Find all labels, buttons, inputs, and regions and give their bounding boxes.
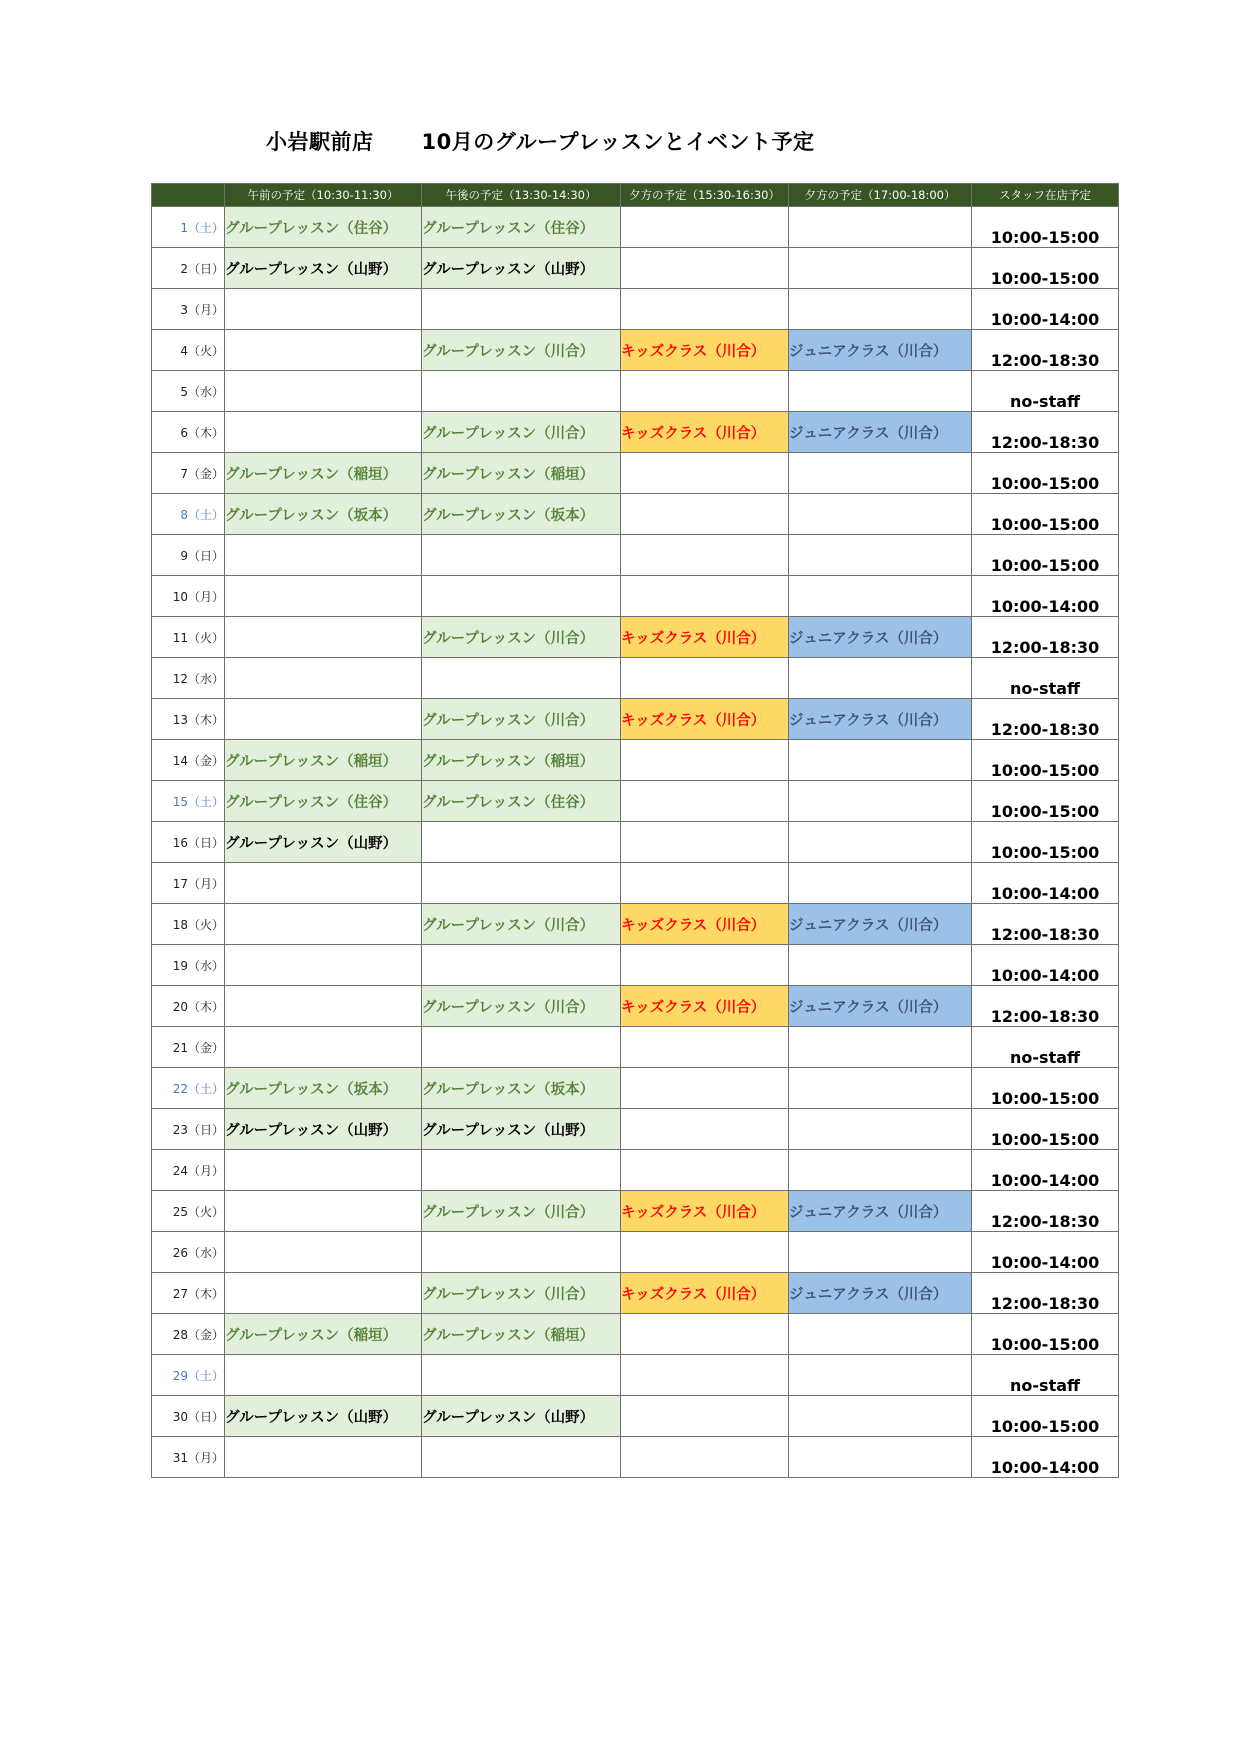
schedule-table <box>151 183 1119 1478</box>
date-cell: 30（日） <box>152 1396 225 1437</box>
table-row <box>152 740 1119 781</box>
date-cell: 5（水） <box>152 371 225 412</box>
morning-cell <box>225 904 422 945</box>
evening-2-cell: ジュニアクラス（川合） <box>789 904 972 945</box>
date-cell: 17（月） <box>152 863 225 904</box>
morning-cell <box>225 1191 422 1232</box>
evening-2-cell <box>789 945 972 986</box>
morning-cell: グループレッスン（稲垣） <box>225 740 422 781</box>
morning-cell <box>225 289 422 330</box>
staff-hours-cell: 10:00-14:00 <box>972 289 1119 330</box>
date-cell: 12（水） <box>152 658 225 699</box>
evening-1-cell: キッズクラス（川合） <box>621 986 789 1027</box>
evening-1-cell <box>621 453 789 494</box>
table-row <box>152 1109 1119 1150</box>
evening-2-cell <box>789 1232 972 1273</box>
evening-2-cell <box>789 863 972 904</box>
staff-hours-cell: 12:00-18:30 <box>972 1273 1119 1314</box>
afternoon-cell <box>422 1027 621 1068</box>
evening-1-cell <box>621 1109 789 1150</box>
date-cell: 16（日） <box>152 822 225 863</box>
table-row <box>152 1273 1119 1314</box>
staff-hours-cell: 12:00-18:30 <box>972 986 1119 1027</box>
morning-cell <box>225 576 422 617</box>
afternoon-cell <box>422 1437 621 1478</box>
evening-2-cell: ジュニアクラス（川合） <box>789 1273 972 1314</box>
evening-1-cell: キッズクラス（川合） <box>621 617 789 658</box>
date-cell: 13（木） <box>152 699 225 740</box>
evening-2-cell: ジュニアクラス（川合） <box>789 699 972 740</box>
morning-cell <box>225 1232 422 1273</box>
evening-2-cell <box>789 740 972 781</box>
evening-1-cell <box>621 945 789 986</box>
afternoon-cell: グループレッスン（川合） <box>422 699 621 740</box>
table-row <box>152 207 1119 248</box>
table-row <box>152 1191 1119 1232</box>
staff-hours-cell: 12:00-18:30 <box>972 617 1119 658</box>
morning-cell: グループレッスン（坂本） <box>225 494 422 535</box>
morning-cell: グループレッスン（山野） <box>225 822 422 863</box>
morning-cell: グループレッスン（住谷） <box>225 207 422 248</box>
evening-2-cell <box>789 1150 972 1191</box>
afternoon-cell: グループレッスン（住谷） <box>422 207 621 248</box>
morning-cell <box>225 699 422 740</box>
date-cell: 20（木） <box>152 986 225 1027</box>
evening-1-cell <box>621 1396 789 1437</box>
staff-hours-cell: 12:00-18:30 <box>972 412 1119 453</box>
date-cell: 26（水） <box>152 1232 225 1273</box>
date-cell: 4（火） <box>152 330 225 371</box>
morning-cell: グループレッスン（山野） <box>225 1109 422 1150</box>
evening-1-cell <box>621 1355 789 1396</box>
table-row <box>152 289 1119 330</box>
date-cell: 25（火） <box>152 1191 225 1232</box>
afternoon-cell <box>422 1232 621 1273</box>
date-cell: 2（日） <box>152 248 225 289</box>
staff-hours-cell: 10:00-15:00 <box>972 1109 1119 1150</box>
table-row <box>152 1314 1119 1355</box>
staff-hours-cell: 10:00-15:00 <box>972 494 1119 535</box>
staff-hours-cell: 10:00-15:00 <box>972 1396 1119 1437</box>
staff-hours-cell: 10:00-15:00 <box>972 248 1119 289</box>
evening-1-cell <box>621 535 789 576</box>
date-cell: 6（木） <box>152 412 225 453</box>
afternoon-cell <box>422 863 621 904</box>
staff-hours-cell: 10:00-15:00 <box>972 535 1119 576</box>
evening-2-cell <box>789 453 972 494</box>
morning-cell: グループレッスン（稲垣） <box>225 453 422 494</box>
afternoon-cell: グループレッスン（坂本） <box>422 494 621 535</box>
morning-cell: グループレッスン（山野） <box>225 248 422 289</box>
evening-2-cell <box>789 658 972 699</box>
evening-2-cell <box>789 1355 972 1396</box>
schedule-title: 10月のグループレッスンとイベント予定 <box>421 130 815 154</box>
evening-2-cell <box>789 1437 972 1478</box>
morning-cell: グループレッスン（坂本） <box>225 1068 422 1109</box>
morning-cell <box>225 617 422 658</box>
afternoon-cell: グループレッスン（川合） <box>422 1273 621 1314</box>
afternoon-cell <box>422 371 621 412</box>
table-row <box>152 330 1119 371</box>
table-row <box>152 494 1119 535</box>
morning-cell <box>225 1150 422 1191</box>
header-row <box>152 184 1119 207</box>
evening-1-cell <box>621 371 789 412</box>
header-evening-1: 夕方の予定（15:30-16:30） <box>621 184 789 207</box>
afternoon-cell: グループレッスン（川合） <box>422 617 621 658</box>
afternoon-cell <box>422 945 621 986</box>
date-cell: 18（火） <box>152 904 225 945</box>
evening-1-cell: キッズクラス（川合） <box>621 699 789 740</box>
evening-1-cell <box>621 863 789 904</box>
date-cell: 28（金） <box>152 1314 225 1355</box>
morning-cell <box>225 371 422 412</box>
staff-hours-cell: 10:00-14:00 <box>972 576 1119 617</box>
staff-hours-cell: 10:00-14:00 <box>972 1150 1119 1191</box>
table-row <box>152 699 1119 740</box>
afternoon-cell: グループレッスン（稲垣） <box>422 1314 621 1355</box>
evening-1-cell <box>621 1232 789 1273</box>
evening-2-cell <box>789 822 972 863</box>
evening-1-cell: キッズクラス（川合） <box>621 330 789 371</box>
morning-cell <box>225 1355 422 1396</box>
evening-2-cell <box>789 1027 972 1068</box>
date-cell: 9（日） <box>152 535 225 576</box>
evening-2-cell: ジュニアクラス（川合） <box>789 412 972 453</box>
staff-hours-cell: 10:00-15:00 <box>972 207 1119 248</box>
morning-cell <box>225 1437 422 1478</box>
date-cell: 11（火） <box>152 617 225 658</box>
table-row <box>152 1437 1119 1478</box>
morning-cell <box>225 986 422 1027</box>
staff-hours-cell: 12:00-18:30 <box>972 699 1119 740</box>
evening-2-cell: ジュニアクラス（川合） <box>789 330 972 371</box>
header-staff: スタッフ在店予定 <box>972 184 1119 207</box>
evening-1-cell: キッズクラス（川合） <box>621 412 789 453</box>
table-row <box>152 822 1119 863</box>
staff-hours-cell: no-staff <box>972 1355 1119 1396</box>
morning-cell <box>225 535 422 576</box>
evening-1-cell <box>621 494 789 535</box>
afternoon-cell: グループレッスン（山野） <box>422 1396 621 1437</box>
afternoon-cell: グループレッスン（川合） <box>422 986 621 1027</box>
afternoon-cell <box>422 576 621 617</box>
table-row <box>152 945 1119 986</box>
table-row <box>152 781 1119 822</box>
date-cell: 22（土） <box>152 1068 225 1109</box>
staff-hours-cell: 10:00-14:00 <box>972 1232 1119 1273</box>
evening-2-cell <box>789 781 972 822</box>
morning-cell <box>225 658 422 699</box>
afternoon-cell: グループレッスン（稲垣） <box>422 740 621 781</box>
table-row <box>152 658 1119 699</box>
date-cell: 29（土） <box>152 1355 225 1396</box>
morning-cell <box>225 945 422 986</box>
table-row <box>152 863 1119 904</box>
date-cell: 1（土） <box>152 207 225 248</box>
afternoon-cell <box>422 1150 621 1191</box>
morning-cell: グループレッスン（山野） <box>225 1396 422 1437</box>
date-cell: 7（金） <box>152 453 225 494</box>
staff-hours-cell: 10:00-15:00 <box>972 453 1119 494</box>
evening-1-cell <box>621 740 789 781</box>
evening-2-cell <box>789 1314 972 1355</box>
evening-2-cell: ジュニアクラス（川合） <box>789 617 972 658</box>
date-cell: 19（水） <box>152 945 225 986</box>
evening-2-cell <box>789 576 972 617</box>
morning-cell <box>225 330 422 371</box>
table-row <box>152 1396 1119 1437</box>
evening-1-cell: キッズクラス（川合） <box>621 904 789 945</box>
evening-1-cell <box>621 248 789 289</box>
afternoon-cell: グループレッスン（住谷） <box>422 781 621 822</box>
table-row <box>152 986 1119 1027</box>
date-cell: 24（月） <box>152 1150 225 1191</box>
evening-2-cell <box>789 1109 972 1150</box>
evening-2-cell <box>789 248 972 289</box>
date-cell: 21（金） <box>152 1027 225 1068</box>
morning-cell <box>225 1273 422 1314</box>
evening-1-cell <box>621 576 789 617</box>
evening-2-cell <box>789 494 972 535</box>
staff-hours-cell: 10:00-14:00 <box>972 945 1119 986</box>
evening-1-cell <box>621 207 789 248</box>
table-row <box>152 412 1119 453</box>
afternoon-cell: グループレッスン（山野） <box>422 248 621 289</box>
evening-2-cell <box>789 1396 972 1437</box>
staff-hours-cell: no-staff <box>972 371 1119 412</box>
afternoon-cell: グループレッスン（稲垣） <box>422 453 621 494</box>
afternoon-cell: グループレッスン（川合） <box>422 412 621 453</box>
evening-1-cell <box>621 289 789 330</box>
afternoon-cell <box>422 535 621 576</box>
evening-1-cell: キッズクラス（川合） <box>621 1191 789 1232</box>
evening-2-cell <box>789 289 972 330</box>
afternoon-cell: グループレッスン（坂本） <box>422 1068 621 1109</box>
evening-2-cell <box>789 1068 972 1109</box>
date-cell: 3（月） <box>152 289 225 330</box>
evening-1-cell <box>621 781 789 822</box>
afternoon-cell: グループレッスン（川合） <box>422 904 621 945</box>
staff-hours-cell: 12:00-18:30 <box>972 904 1119 945</box>
staff-hours-cell: 12:00-18:30 <box>972 1191 1119 1232</box>
staff-hours-cell: 10:00-15:00 <box>972 740 1119 781</box>
afternoon-cell <box>422 1355 621 1396</box>
staff-hours-cell: no-staff <box>972 658 1119 699</box>
date-cell: 23（日） <box>152 1109 225 1150</box>
afternoon-cell <box>422 658 621 699</box>
evening-1-cell <box>621 822 789 863</box>
table-row <box>152 248 1119 289</box>
table-row <box>152 371 1119 412</box>
date-cell: 14（金） <box>152 740 225 781</box>
staff-hours-cell: 10:00-14:00 <box>972 863 1119 904</box>
morning-cell: グループレッスン（住谷） <box>225 781 422 822</box>
evening-1-cell <box>621 658 789 699</box>
table-row <box>152 1068 1119 1109</box>
table-row <box>152 535 1119 576</box>
evening-2-cell <box>789 207 972 248</box>
evening-2-cell: ジュニアクラス（川合） <box>789 986 972 1027</box>
morning-cell <box>225 412 422 453</box>
table-row <box>152 1232 1119 1273</box>
date-cell: 8（土） <box>152 494 225 535</box>
staff-hours-cell: 12:00-18:30 <box>972 330 1119 371</box>
table-row <box>152 576 1119 617</box>
evening-1-cell <box>621 1068 789 1109</box>
afternoon-cell: グループレッスン（川合） <box>422 1191 621 1232</box>
date-cell: 15（土） <box>152 781 225 822</box>
table-row <box>152 904 1119 945</box>
evening-1-cell <box>621 1150 789 1191</box>
afternoon-cell: グループレッスン（山野） <box>422 1109 621 1150</box>
date-cell: 27（木） <box>152 1273 225 1314</box>
evening-1-cell <box>621 1027 789 1068</box>
afternoon-cell: グループレッスン（川合） <box>422 330 621 371</box>
morning-cell <box>225 1027 422 1068</box>
header-afternoon: 午後の予定（13:30-14:30） <box>422 184 621 207</box>
staff-hours-cell: 10:00-14:00 <box>972 1437 1119 1478</box>
morning-cell: グループレッスン（稲垣） <box>225 1314 422 1355</box>
evening-1-cell: キッズクラス（川合） <box>621 1273 789 1314</box>
staff-hours-cell: no-staff <box>972 1027 1119 1068</box>
evening-2-cell: ジュニアクラス（川合） <box>789 1191 972 1232</box>
evening-2-cell <box>789 535 972 576</box>
morning-cell <box>225 863 422 904</box>
table-row <box>152 453 1119 494</box>
table-row <box>152 1027 1119 1068</box>
staff-hours-cell: 10:00-15:00 <box>972 822 1119 863</box>
table-row <box>152 1150 1119 1191</box>
afternoon-cell <box>422 822 621 863</box>
staff-hours-cell: 10:00-15:00 <box>972 1068 1119 1109</box>
staff-hours-cell: 10:00-15:00 <box>972 1314 1119 1355</box>
page-title <box>266 126 815 156</box>
table-row <box>152 617 1119 658</box>
afternoon-cell <box>422 289 621 330</box>
header-morning: 午前の予定（10:30-11:30） <box>225 184 422 207</box>
staff-hours-cell: 10:00-15:00 <box>972 781 1119 822</box>
table-row <box>152 1355 1119 1396</box>
header-evening-2: 夕方の予定（17:00-18:00） <box>789 184 972 207</box>
date-cell: 31（月） <box>152 1437 225 1478</box>
evening-1-cell <box>621 1437 789 1478</box>
evening-2-cell <box>789 371 972 412</box>
date-cell: 10（月） <box>152 576 225 617</box>
store-name: 小岩駅前店 <box>266 130 374 154</box>
header-date <box>152 184 225 207</box>
evening-1-cell <box>621 1314 789 1355</box>
